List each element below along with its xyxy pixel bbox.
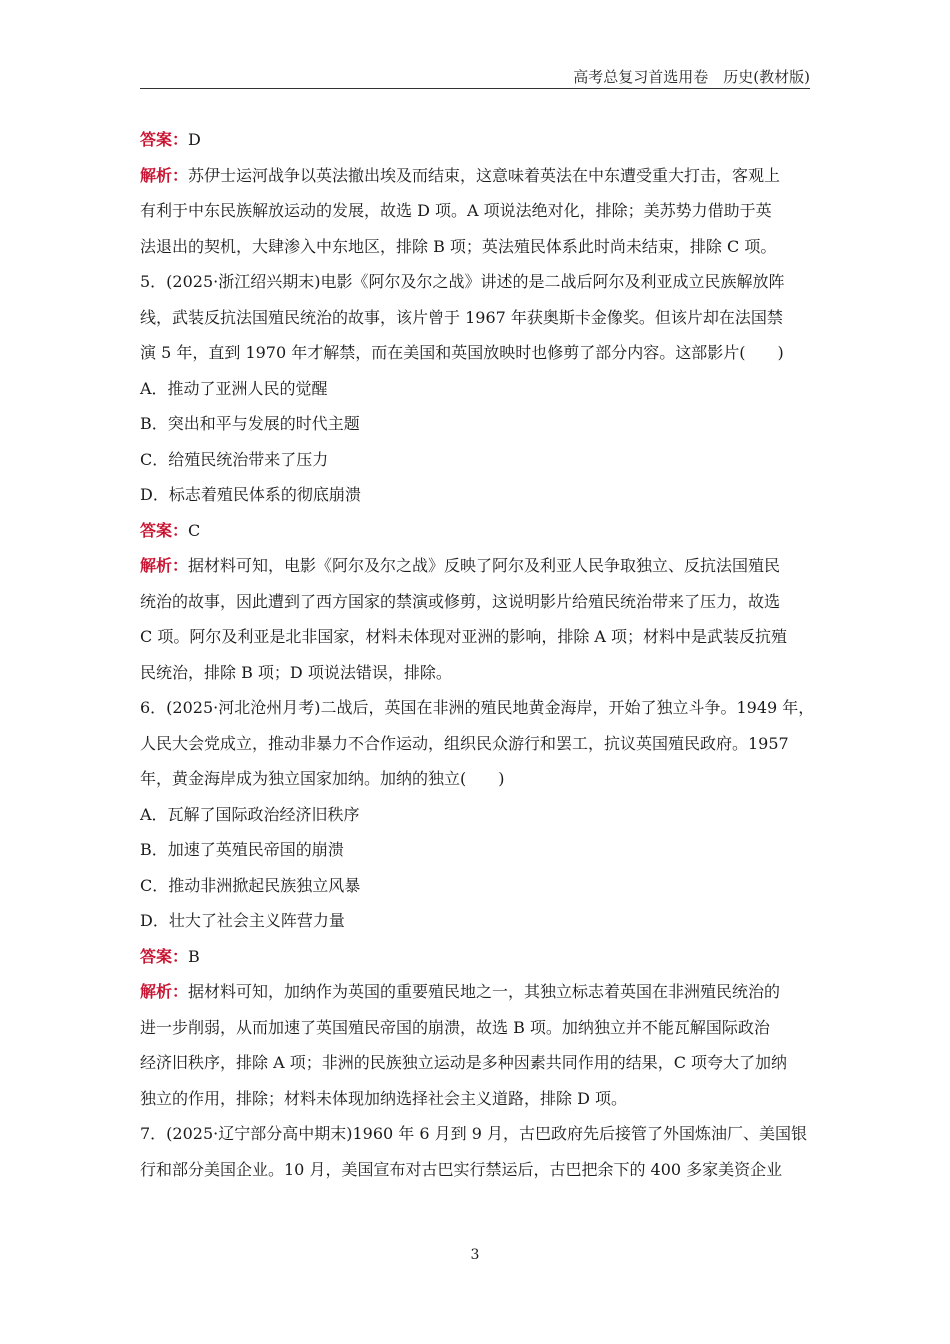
q4-answer [140,122,810,158]
q5-option-a: A．推动了亚洲人民的觉醒 [140,378,328,398]
answer-label: 答案： [140,946,189,966]
q5-analysis-line: C 项。阿尔及利亚是北非国家，材料未体现对亚洲的影响，排除 A 项；材料中是武装反抗殖 [140,627,788,646]
q6-option-a: A．瓦解了国际政治经济旧秩序 [140,804,360,824]
answer-value: C [188,520,201,540]
q5-analysis-line: 民统治，排除 B 项；D 项说法错误，排除。 [140,662,452,682]
q6-analysis-line [140,974,810,1010]
q6-analysis-line: 独立的作用，排除；材料未体现加纳选择社会主义道路，排除 D 项。 [140,1088,628,1108]
answer-label: 答案： [140,130,189,149]
q6-option-b: B．加速了英殖民帝国的崩溃 [140,840,344,859]
answer-value: D [188,130,201,149]
q5-option-c: C．给殖民统治带来了压力 [140,449,329,469]
header-rule [140,88,810,89]
q6-option-d: D．壮大了社会主义阵营力量 [140,911,345,930]
analysis-text: 据材料可知，加纳作为英国的重要殖民地之一，其独立标志着英国在非洲殖民统治的 [188,982,781,1001]
q6-stem-line: 6．(2025·河北沧州月考)二战后，英国在非洲的殖民地黄金海岸，开始了独立斗争。1949 年， [140,698,815,717]
q5-stem-line: 演 5 年，直到 1970 年才解禁，而在美国和英国放映时也修剪了部分内容。这部影片( ) [140,343,784,362]
q5-stem-line: 5．(2025·浙江绍兴期末)电影《阿尔及尔之战》讲述的是二战后阿尔及利亚成立民族解放阵 [140,272,785,291]
q6-answer [140,939,810,975]
q6-analysis-line: 进一步削弱，从而加速了英国殖民帝国的崩溃，故选 B 项。加纳独立并不能瓦解国际政治 [140,1017,770,1037]
q6-analysis-line: 经济旧秩序，排除 A 项；非洲的民族独立运动是多种因素共同作用的结果，C 项夸大了加纳 [140,1053,788,1072]
q5-option-b: B．突出和平与发展的时代主题 [140,414,360,433]
answer-label: 答案： [140,520,189,540]
q6-stem-line: 人民大会党成立，推动非暴力不合作运动，组织民众游行和罢工，抗议英国殖民政府。1957 [140,733,789,753]
q7-stem-line: 行和部分美国企业。10 月，美国宣布对古巴实行禁运后，古巴把余下的 400 多家美资企业 [140,1159,783,1179]
q5-answer [140,513,810,549]
q7-stem-line: 7．(2025·辽宁部分高中期末)1960 年 6 月到 9 月，古巴政府先后接管了外国炼油厂、美国银 [140,1124,807,1143]
q4-analysis-line: 有利于中东民族解放运动的发展，故选 D 项。A 项说法绝对化，排除；美苏势力借助于英 [140,201,772,220]
analysis-text: 苏伊士运河战争以英法撤出埃及而结束，这意味着英法在中东遭受重大打击，客观上 [188,165,781,185]
q6-option-c: C．推动非洲掀起民族独立风暴 [140,875,361,895]
q4-analysis-line [140,158,810,194]
running-header: 高考总复习首选用卷 历史(教材版) [573,68,810,86]
q5-stem-line: 线，武装反抗法国殖民统治的故事，该片曾于 1967 年获奥斯卡金像奖。但该片却在法国禁 [140,307,783,327]
q5-analysis-line [140,548,810,584]
page-number: 3 [470,1247,480,1263]
analysis-label: 解析： [140,982,189,1001]
q6-stem-line: 年，黄金海岸成为独立国家加纳。加纳的独立( ) [140,769,505,788]
q5-analysis-line: 统治的故事，因此遭到了西方国家的禁演或修剪，这说明影片给殖民统治带来了压力，故选 [140,591,781,611]
q5-option-d: D．标志着殖民体系的彻底崩溃 [140,485,361,504]
q4-analysis-line: 法退出的契机，大肆渗入中东地区，排除 B 项；英法殖民体系此时尚未结束，排除 C 项。 [140,236,777,256]
analysis-label: 解析： [140,165,189,185]
analysis-label: 解析： [140,556,189,575]
page-content [140,122,815,1187]
answer-value: B [188,946,200,966]
analysis-text: 据材料可知，电影《阿尔及尔之战》反映了阿尔及利亚人民争取独立、反抗法国殖民 [188,556,781,575]
